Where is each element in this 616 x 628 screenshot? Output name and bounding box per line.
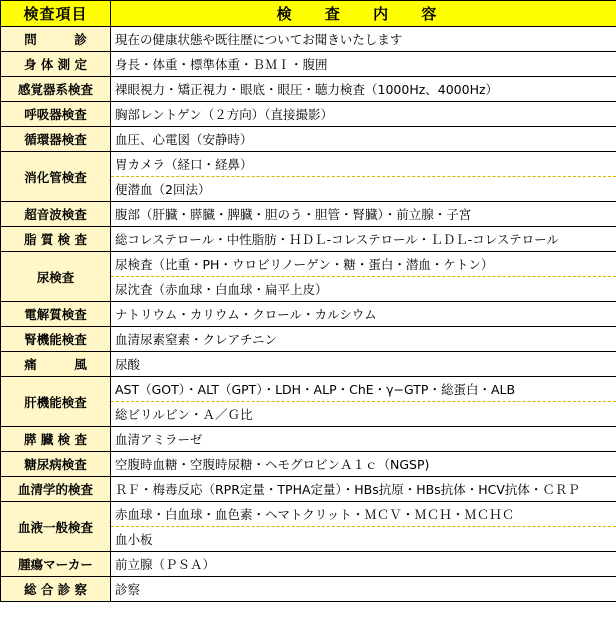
exam-detail: 前立腺（ＰＳＡ） — [111, 552, 616, 577]
table-row — [1, 52, 616, 77]
exam-category: 糖尿病検査 — [1, 452, 111, 477]
table-row — [1, 302, 616, 327]
exam-detail: AST（GOT）・ALT（GPT）・LDH・ALP・ChE・γ−GTP・総蛋白・ALB — [111, 377, 616, 402]
exam-category: 総 合 診 察 — [1, 577, 111, 602]
table-row — [1, 477, 616, 502]
exam-category: 痛 風 — [1, 352, 111, 377]
exam-category: 呼吸器検査 — [1, 102, 111, 127]
exam-detail: 胸部レントゲン（２方向）（直接撮影） — [111, 102, 616, 127]
exam-detail: 血小板 — [111, 527, 616, 552]
exam-category: 身 体 測 定 — [1, 52, 111, 77]
exam-detail: 空腹時血糖・空腹時尿糖・ヘモグロビンＡ１ｃ（NGSP) — [111, 452, 616, 477]
exam-category: 肝機能検査 — [1, 377, 111, 427]
table-row — [1, 27, 616, 52]
table-row — [1, 127, 616, 152]
exam-category: 血清学的検査 — [1, 477, 111, 502]
exam-detail: 総コレステロール・中性脂肪・ＨＤＬ-コレステロール・ＬＤＬ-コレステロール — [111, 227, 616, 252]
exam-category: 腎機能検査 — [1, 327, 111, 352]
exam-detail: ＲＦ・梅毒反応（RPR定量・TPHA定量）・HBs抗原・HBs抗体・HCV抗体・ＣＲＰ — [111, 477, 616, 502]
header-item: 検査項目 — [1, 1, 111, 27]
exam-category: 感覚器系検査 — [1, 77, 111, 102]
exam-category: 超音波検査 — [1, 202, 111, 227]
exam-detail: 身長・体重・標準体重・ＢＭＩ・腹囲 — [111, 52, 616, 77]
exam-category: 電解質検査 — [1, 302, 111, 327]
exam-detail: 血清尿素窒素・クレアチニン — [111, 327, 616, 352]
table-row — [1, 452, 616, 477]
exam-detail: 血清アミラーゼ — [111, 427, 616, 452]
exam-category: 尿検査 — [1, 252, 111, 302]
table-row — [1, 327, 616, 352]
exam-detail: 裸眼視力・矯正視力・眼底・眼圧・聴力検査（1000Hz、4000Hz） — [111, 77, 616, 102]
exam-category: 血液一般検査 — [1, 502, 111, 552]
table-row — [1, 552, 616, 577]
table-row — [1, 77, 616, 102]
exam-detail: 腹部（肝臓・膵臓・脾臓・胆のう・胆管・腎臓）・前立腺・子宮 — [111, 202, 616, 227]
header-row — [1, 1, 616, 27]
table-row — [1, 227, 616, 252]
exam-detail: ナトリウム・カリウム・クロール・カルシウム — [111, 302, 616, 327]
exam-detail: 赤血球・白血球・血色素・ヘマトクリット・ＭＣＶ・ＭＣＨ・ＭＣＨＣ — [111, 502, 616, 527]
table-row — [1, 102, 616, 127]
exam-category: 脂 質 検 査 — [1, 227, 111, 252]
table-row — [1, 377, 616, 402]
exam-body — [1, 27, 616, 602]
table-row — [1, 252, 616, 277]
exam-detail: 現在の健康状態や既往歴についてお聞きいたします — [111, 27, 616, 52]
exam-category: 循環器検査 — [1, 127, 111, 152]
exam-category: 膵 臓 検 査 — [1, 427, 111, 452]
exam-detail: 尿酸 — [111, 352, 616, 377]
table-row — [1, 202, 616, 227]
exam-detail: 総ビリルビン・Ａ／Ｇ比 — [111, 402, 616, 427]
exam-detail: 便潜血（2回法） — [111, 177, 616, 202]
exam-detail: 尿検査（比重・PH・ウロビリノーゲン・糖・蛋白・潜血・ケトン） — [111, 252, 616, 277]
exam-category: 消化管検査 — [1, 152, 111, 202]
table-row — [1, 152, 616, 177]
exam-detail: 胃カメラ（経口・経鼻） — [111, 152, 616, 177]
table-row — [1, 427, 616, 452]
table-row — [1, 577, 616, 602]
exam-category: 問 診 — [1, 27, 111, 52]
table-row — [1, 352, 616, 377]
exam-detail: 診察 — [111, 577, 616, 602]
exam-detail: 血圧、心電図（安静時） — [111, 127, 616, 152]
table-row — [1, 502, 616, 527]
exam-detail: 尿沈査（赤血球・白血球・扁平上皮） — [111, 277, 616, 302]
header-content: 検 査 内 容 — [111, 1, 616, 27]
exam-category: 腫瘍マーカー — [1, 552, 111, 577]
